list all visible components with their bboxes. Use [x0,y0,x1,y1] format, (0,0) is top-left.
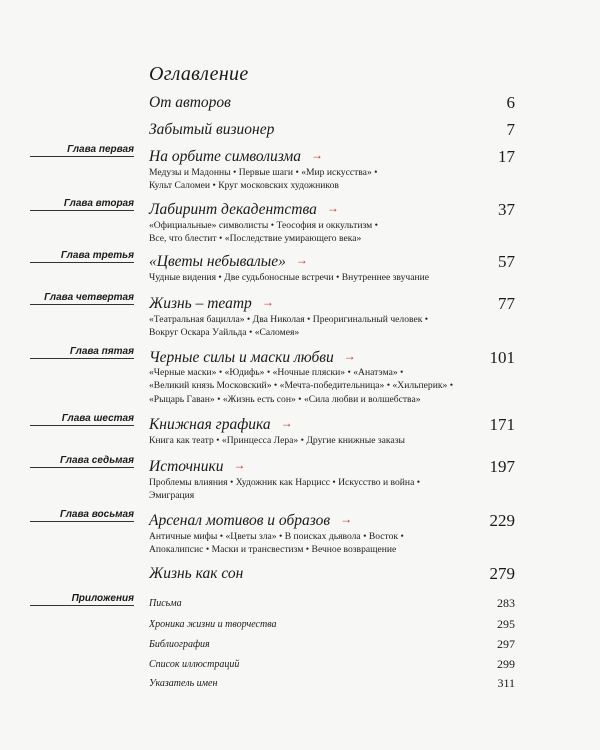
arrow-right-icon: → [340,512,353,526]
arrow-right-icon: → [326,201,339,215]
arrow-right-icon: → [280,416,293,430]
entry-title: На орбите символизма → [149,148,324,165]
chapter-subtopics: Медузы и Мадонны • Первые шаги • «Мир искусства» • Культ Саломеи • Круг московских художников [149,167,378,192]
entry-title: Указатель имен [149,678,218,689]
chapter-subtopics: Чудные видения • Две судьбоносные встречи • Внутреннее звучание [149,272,430,283]
entry-page: 57 [498,252,515,271]
chapter-subtopics: Античные мифы • «Цветы зла» • В поисках дьявола • Восток • Апокалипсис • Маски и трансвестизм • Вечное возвращение [149,531,404,556]
entry-page: 311 [497,676,515,690]
entry-page: 197 [489,457,515,476]
entry-page: 279 [489,564,515,583]
page-title: Оглавление [149,63,249,85]
entry-page: 37 [498,200,515,219]
chapter-label: Глава вторая [30,198,134,211]
chapter-subtopics: Книга как театр • «Принцесса Лера» • Другие книжные заказы [149,435,405,446]
entry-title: «Цветы небывалые» → [149,253,308,270]
chapter-label: Глава третья [30,250,134,263]
chapter-label: Глава седьмая [30,455,134,468]
chapter-subtopics: «Черные маски» • «Юдифь» • «Ночные пляски» • «Анатэма» • «Великий князь Московский» • «Мечта-победительница» • «Хильперик» • «Рыцарь Гаван» • «Жизнь есть сон» • «Сила любви и волшебства» [149,367,454,405]
chapter-label: Глава восьмая [30,509,134,522]
entry-title: Забытый визионер [149,121,275,138]
arrow-right-icon: → [295,253,308,267]
entry-title: Арсенал мотивов и образов → [149,512,353,529]
arrow-right-icon: → [261,295,274,309]
chapter-label: Глава первая [30,144,134,157]
chapter-subtopics: «Официальные» символисты • Теософия и оккультизм • Все, что блестит • «Последствие умирающего века» [149,220,378,245]
arrow-right-icon: → [343,349,356,363]
entry-page: 283 [497,596,515,610]
entry-title: Письма [149,598,182,609]
chapter-label: Глава четвертая [30,292,134,305]
arrow-right-icon: → [311,148,324,162]
entry-page: 297 [497,637,515,651]
arrow-right-icon: → [233,458,246,472]
entry-page: 171 [489,415,515,434]
entry-page: 17 [498,147,515,166]
entry-title: Книжная графика → [149,416,293,433]
entry-title: Жизнь – театр → [149,295,274,312]
entry-page: 7 [506,120,515,139]
entry-page: 229 [489,511,515,530]
chapter-subtopics: «Театральная бацилла» • Два Николая • Преоригинальный человек • Вокруг Оскара Уайльда • «Саломея» [149,314,429,339]
entry-title: Хроника жизни и творчества [149,619,277,630]
entry-title: Библиография [149,639,210,650]
chapter-subtopics: Проблемы влияния • Художник как Нарцисс • Искусство и война • Эмиграция [149,477,421,502]
entry-title: Список иллюстраций [149,659,240,670]
entry-page: 77 [498,294,515,313]
entry-page: 6 [506,93,515,112]
entry-page: 299 [497,657,515,671]
entry-page: 101 [489,348,515,367]
entry-title: Источники → [149,458,246,475]
entry-title: Черные силы и маски любви → [149,349,356,366]
entry-title: Лабиринт декадентства → [149,201,339,218]
entry-title: От авторов [149,94,231,111]
chapter-label: Глава пятая [30,346,134,359]
chapter-label: Глава шестая [30,413,134,426]
appendix-label: Приложения [30,593,134,606]
entry-page: 295 [497,617,515,631]
entry-title: Жизнь как сон [149,565,244,582]
